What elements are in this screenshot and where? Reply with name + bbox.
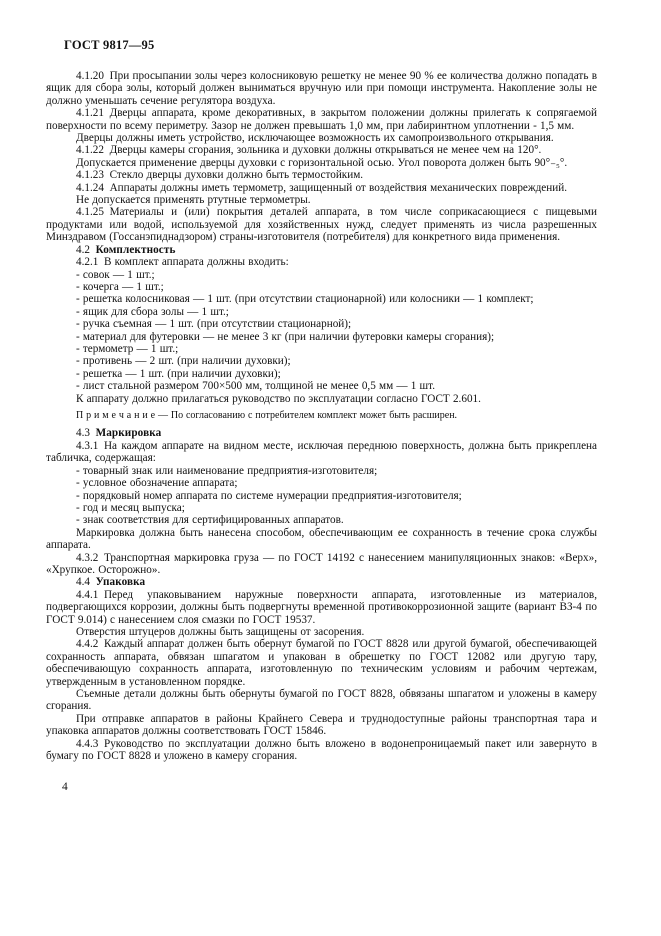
section-heading xyxy=(46,427,597,439)
paragraph: 4.4.1 Перед упаковыванием наружные поверхности аппарата, изготовленные из материалов, подвергающихся коррозии, должны быть подвергнуты временной противокоррозионной защите (вариант ВЗ-4 по ГОСТ 9.014) с нанесением слоя смазки по ГОСТ 19537. xyxy=(46,588,597,626)
paragraph: - знак соответствия для сертифицированных аппаратов. xyxy=(76,514,344,527)
section-number: 4.4 xyxy=(76,576,96,589)
section-heading xyxy=(46,244,597,256)
paragraph: - противень — 2 шт. (при наличии духовки); xyxy=(76,355,291,368)
paragraph: 4.3.2 Транспортная маркировка груза — по ГОСТ 14192 с нанесением манипуляционных знаков: «Верх», «Хрупкое. Осторожно». xyxy=(46,551,597,576)
section-title: Упаковка xyxy=(95,576,146,589)
paragraph: - порядковый номер аппарата по системе нумерации предприятия-изготовителя; xyxy=(76,489,462,502)
page-number: 4 xyxy=(62,781,68,794)
paragraph: 4.3.1 На каждом аппарате на видном месте, исключая переднюю поверхность, должна быть прикреплена табличка, содержащая: xyxy=(46,439,597,465)
paragraph: Отверстия штуцеров должны быть защищены от засорения. xyxy=(76,625,365,638)
paragraph: Дверцы должны иметь устройство, исключающее возможность их самопроизвольного открывания. xyxy=(76,132,554,145)
paragraph: Съемные детали должны быть обернуты бумагой по ГОСТ 8828, обвязаны шпагатом и уложены в камеру сгорания. xyxy=(46,688,597,713)
running-header: ГОСТ 9817—95 xyxy=(64,38,155,52)
paragraph: 4.1.20 При просыпании золы через колосниковую решетку не менее 90 % ее количества должно попадать в ящик для сбора золы, который должен выниматься вручную или при помощи инструмента. Накопление золы не должно уменьшать сечение регулятора воздуха. xyxy=(46,70,597,107)
paragraph: К аппарату должно прилагаться руководство по эксплуатации согласно ГОСТ 2.601. xyxy=(76,392,481,405)
paragraph: При отправке аппаратов в районы Крайнего Севера и труднодоступные районы транспортная тара и упаковка аппаратов должны соответствовать ГОСТ 15846. xyxy=(46,712,597,738)
section-number: 4.3 xyxy=(76,427,96,440)
paragraph: 4.2.1 В комплект аппарата должны входить: xyxy=(76,256,289,269)
section-number: 4.2 xyxy=(76,243,96,256)
paragraph: Допускается применение дверцы духовки с горизонтальной осью. Угол поворота должен быть 90°₋₅°. xyxy=(76,156,568,169)
paragraph: 4.1.22 Дверцы камеры сгорания, зольника и духовки должны открываться не менее чем на 120°. xyxy=(76,144,542,157)
section-heading xyxy=(46,576,597,588)
paragraph: 4.1.23 Стекло дверцы духовки должно быть термостойким. xyxy=(76,169,364,182)
paragraph: - условное обозначение аппарата; xyxy=(76,477,238,490)
section-title: Комплектность xyxy=(95,243,176,256)
paragraph: - совок — 1 шт.; xyxy=(76,268,155,281)
paragraph: Маркировка должна быть нанесена способом, обеспечивающим ее сохранность в течение срока службы аппарата. xyxy=(46,526,597,552)
paragraph: Не допускается применять ртутные термометры. xyxy=(76,194,311,207)
paragraph: - решетка — 1 шт. (при наличии духовки); xyxy=(76,367,281,380)
paragraph: 4.1.25 Материалы и (или) покрытия деталей аппарата, в том числе соприкасающиеся с пищевыми продуктами или водой, используемой для хозяйственных нужд, следует применять из числа разрешенных Минздравом (Госсанэпиднадзором) страны-изготовителя (потребителя) для конкретного вида применения. xyxy=(46,206,597,244)
document-body xyxy=(46,70,597,762)
paragraph: - материал для футеровки — не менее 3 кг (при наличии футеровки камеры сгорания); xyxy=(76,330,495,343)
section-title: Маркировка xyxy=(95,427,162,440)
paragraph: - ручка съемная — 1 шт. (при отсутствии стационарной); xyxy=(76,318,352,331)
note-paragraph: П р и м е ч а н и е — По согласованию с потребителем комплект может быть расширен. xyxy=(76,409,458,421)
paragraph: - год и месяц выпуска; xyxy=(76,501,185,514)
paragraph: 4.4.2 Каждый аппарат должен быть обернут бумагой по ГОСТ 8828 или другой бумагой, обеспечивающей сохранность аппарата, обвязан шпагатом и упакован в обрешетку по ГОСТ 12082 или другую тару, обеспечивающую сохранность аппарата, изготовленную по техническим условиям и рабочим чертежам, утвержденным в установленном порядке. xyxy=(46,638,597,688)
paragraph: - кочерга — 1 шт.; xyxy=(76,280,164,293)
paragraph: 4.1.21 Дверцы аппарата, кроме декоративных, в закрытом положении должны прилегать к сопрягаемой поверхности по всему периметру. Зазор не должен превышать 1,0 мм, при лабиринтном уплотнении - 1,5 мм. xyxy=(46,107,597,132)
paragraph: - лист стальной размером 700×500 мм, толщиной не менее 0,5 мм — 1 шт. xyxy=(76,380,436,393)
paragraph: 4.1.24 Аппараты должны иметь термометр, защищенный от воздействия механических повреждений. xyxy=(76,181,568,194)
paragraph: - решетка колосниковая — 1 шт. (при отсутствии стационарной) или колосники — 1 комплект; xyxy=(76,293,534,306)
paragraph: - товарный знак или наименование предприятия-изготовителя; xyxy=(76,464,378,477)
paragraph: - термометр — 1 шт.; xyxy=(76,342,179,355)
paragraph: 4.4.3 Руководство по эксплуатации должно быть вложено в водонепроницаемый пакет или завернуто в бумагу по ГОСТ 8828 и уложено в камеру сгорания. xyxy=(46,737,597,763)
paragraph: - ящик для сбора золы — 1 шт.; xyxy=(76,305,229,318)
